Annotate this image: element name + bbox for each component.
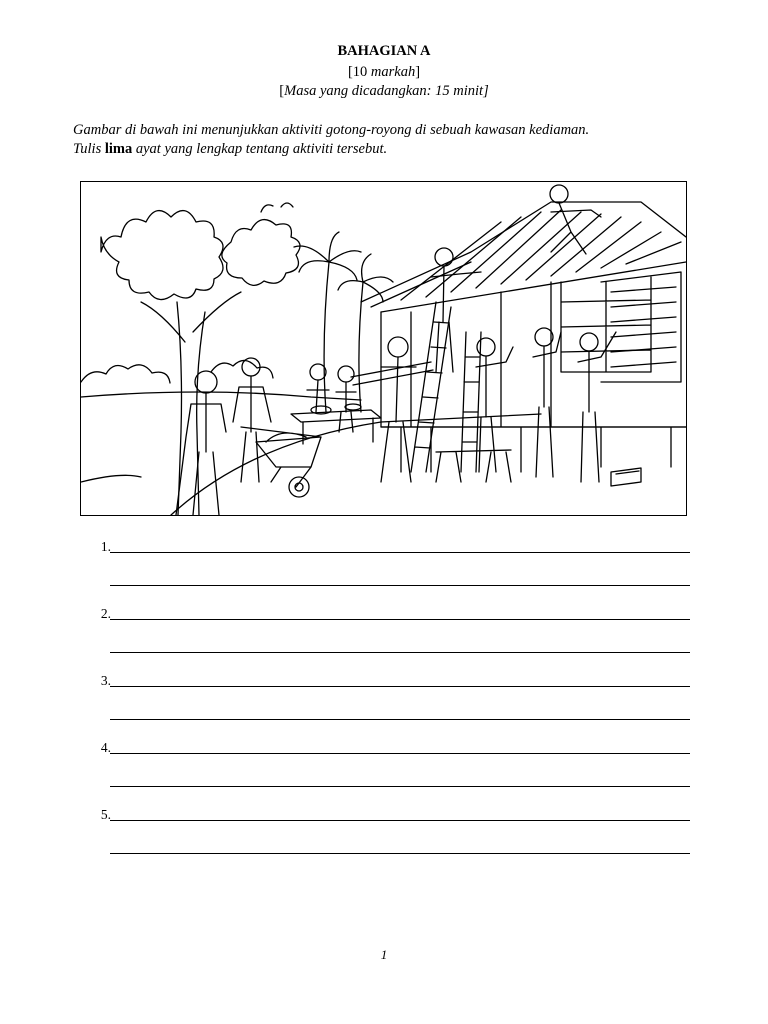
answer-line[interactable] xyxy=(110,853,690,854)
time-open: [ xyxy=(279,83,285,99)
instruction-line-1: Gambar di bawah ini menunjukkan aktiviti gotong-royong di sebuah kawasan kediaman. xyxy=(73,122,590,138)
person-at-window xyxy=(578,332,616,482)
answer-line[interactable] xyxy=(110,552,690,553)
palm-trunk xyxy=(324,262,363,412)
wheelbarrow xyxy=(241,427,321,487)
instruction-before: Tulis xyxy=(73,141,105,157)
house-roof xyxy=(361,202,686,312)
window-louvres xyxy=(601,272,681,382)
ground-line xyxy=(81,392,361,400)
gotong-royong-illustration xyxy=(80,181,687,516)
answer-line[interactable] xyxy=(110,585,690,586)
person-on-roof xyxy=(550,185,601,254)
tree-trunk xyxy=(177,302,205,515)
bushes xyxy=(81,360,273,383)
answer-number: 5. xyxy=(100,807,111,822)
answer-line[interactable] xyxy=(110,652,690,653)
instruction-after: ayat yang lengkap tentang aktiviti tersebut. xyxy=(132,141,388,157)
tree-canopy xyxy=(101,211,223,300)
section-title: BAHAGIAN A xyxy=(337,43,431,59)
planks xyxy=(611,468,641,486)
answer-number: 4. xyxy=(100,740,111,755)
saw-horse xyxy=(436,450,511,482)
answer-line[interactable] xyxy=(110,619,690,620)
marks-close: ] xyxy=(415,64,421,80)
time-line xyxy=(0,81,768,101)
house-wall xyxy=(381,282,686,427)
answer-number: 2. xyxy=(100,606,111,621)
person-pushing-barrow xyxy=(233,358,271,482)
answer-number: 3. xyxy=(100,673,111,688)
instruction-bold: lima xyxy=(104,141,133,157)
marks-open: [10 xyxy=(347,64,371,80)
palm-fronds xyxy=(294,232,393,302)
answer-line[interactable] xyxy=(110,686,690,687)
path-edge xyxy=(171,414,541,515)
person-hammering xyxy=(476,338,513,472)
page-number: 1 xyxy=(380,947,388,962)
marks-word: markah xyxy=(370,64,416,80)
instruction-line-2 xyxy=(73,139,713,159)
person-measuring xyxy=(533,328,561,477)
answer-line[interactable] xyxy=(110,786,690,787)
answer-number: 1. xyxy=(100,539,111,554)
house-window xyxy=(561,277,651,372)
answer-line[interactable] xyxy=(110,820,690,821)
time-text: Masa yang dicadangkan: 15 minit] xyxy=(284,83,489,99)
marks-line xyxy=(0,62,768,82)
answer-line[interactable] xyxy=(110,753,690,754)
answer-line[interactable] xyxy=(110,719,690,720)
